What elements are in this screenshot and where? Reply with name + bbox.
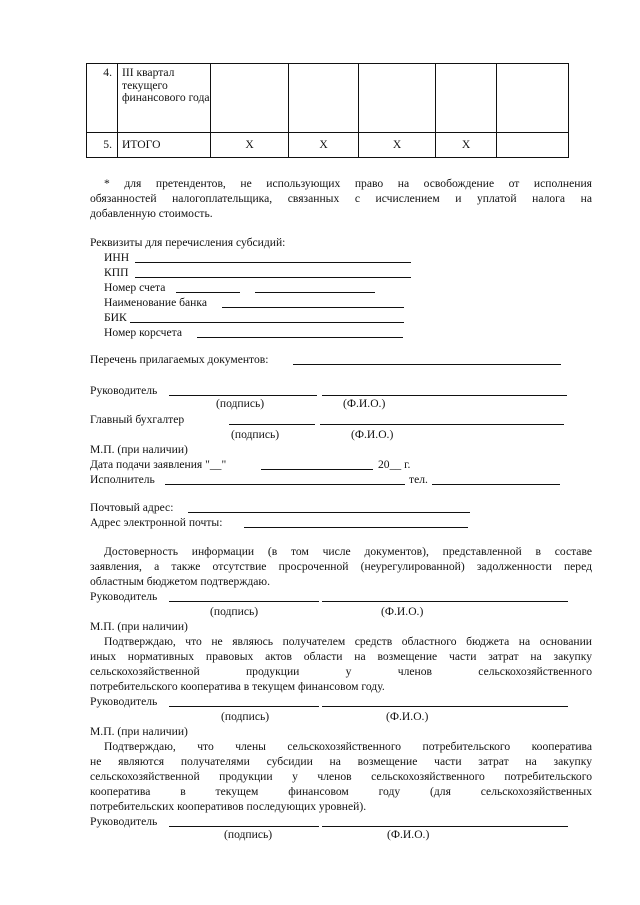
row-number: 4.: [87, 64, 118, 133]
fio-caption: (Ф.И.О.): [386, 710, 429, 723]
table-cell: X: [289, 133, 359, 158]
head-label: Руководитель: [90, 815, 158, 828]
signature-caption: (подпись): [224, 828, 273, 841]
fio-caption: (Ф.И.О.): [387, 828, 430, 841]
bik-field[interactable]: [130, 322, 404, 323]
requisites-title: Реквизиты для перечисления субсидий:: [90, 236, 286, 249]
documents-field[interactable]: [293, 364, 561, 365]
email-field[interactable]: [244, 527, 468, 528]
date-field[interactable]: [261, 469, 373, 470]
fio-caption: (Ф.И.О.): [381, 605, 424, 618]
postal-label: Почтовый адрес:: [90, 501, 174, 514]
footnote-line: добавленную стоимость.: [90, 207, 213, 220]
confirmation2-line: сельскохозяйственной продукции у членов сельскохозяйственного: [90, 665, 592, 678]
head-fio-field[interactable]: [322, 706, 568, 707]
kpp-field[interactable]: [135, 277, 411, 278]
signature-caption: (подпись): [231, 428, 280, 441]
row-label: ИТОГО: [118, 133, 211, 158]
footnote-line: * для претендентов, не использующих право на освобождение от исполнения: [104, 177, 592, 190]
fio-caption: (Ф.И.О.): [351, 428, 394, 441]
table-cell: [436, 64, 497, 133]
inn-field[interactable]: [135, 262, 411, 263]
confirmation2-line: потребительского кооператива в текущем финансовом году.: [90, 680, 385, 693]
date-label: Дата подачи заявления "__": [90, 458, 227, 471]
head-signature-field[interactable]: [169, 826, 319, 827]
confirmation3-line: потребительских кооперативов последующих уровней).: [90, 800, 367, 813]
accountant-fio-field[interactable]: [320, 424, 564, 425]
confirmation2-line: иных нормативных правовых актов области на возмещение части затрат на закупку: [90, 650, 592, 663]
head-signature-field[interactable]: [169, 601, 319, 602]
inn-label: ИНН: [104, 251, 130, 264]
account-field[interactable]: [255, 292, 375, 293]
postal-field[interactable]: [188, 512, 470, 513]
row-label: III квартал текущего финансового года: [118, 64, 211, 133]
executor-field[interactable]: [165, 484, 405, 485]
table-cell: X: [359, 133, 436, 158]
table-row: [87, 133, 569, 158]
date-year: 20__ г.: [378, 458, 411, 471]
confirmation3-line: кооператива в текущем финансовом году (для сельскохозяйственных: [90, 785, 592, 798]
bank-field[interactable]: [222, 307, 404, 308]
confirmation3-line: сельскохозяйственной продукции у членов сельскохозяйственного потребительского: [90, 770, 592, 783]
table-cell: [211, 64, 289, 133]
accountant-signature-field[interactable]: [229, 424, 315, 425]
stamp-label: М.П. (при наличии): [90, 443, 188, 456]
head-label: Руководитель: [90, 384, 158, 397]
head-fio-field[interactable]: [322, 601, 568, 602]
confirmation3-line: Подтверждаю, что члены сельскохозяйственного потребительского кооператива: [104, 740, 592, 753]
chief-accountant-label: Главный бухгалтер: [90, 413, 185, 426]
head-fio-field[interactable]: [322, 826, 568, 827]
signature-caption: (подпись): [210, 605, 259, 618]
bik-label: БИК: [104, 311, 127, 324]
confirmation1-line: областным бюджетом подтверждаю.: [90, 575, 270, 588]
head-fio-field[interactable]: [322, 395, 567, 396]
table-cell: X: [436, 133, 497, 158]
email-label: Адрес электронной почты:: [90, 516, 223, 529]
bank-label: Наименование банка: [104, 296, 207, 309]
head-label: Руководитель: [90, 695, 158, 708]
table-cell: [497, 133, 569, 158]
footnote-line: обязанностей налогоплательщика, связанных с исчислением и уплатой налога на: [90, 192, 592, 205]
stamp-label: М.П. (при наличии): [90, 620, 188, 633]
stamp-label: М.П. (при наличии): [90, 725, 188, 738]
account-field-dotted[interactable]: [176, 292, 240, 293]
row-number: 5.: [87, 133, 118, 158]
kpp-label: КПП: [104, 266, 129, 279]
phone-label: тел.: [409, 473, 428, 486]
head-label: Руководитель: [90, 590, 158, 603]
confirmation1-line: заявления, а также отсутствие просроченной (неурегулированной) задолженности перед: [90, 560, 592, 573]
signature-caption: (подпись): [221, 710, 270, 723]
signature-caption: (подпись): [216, 397, 265, 410]
fio-caption: (Ф.И.О.): [343, 397, 386, 410]
table-cell: [497, 64, 569, 133]
corr-field[interactable]: [197, 337, 403, 338]
executor-label: Исполнитель: [90, 473, 155, 486]
phone-field[interactable]: [432, 484, 560, 485]
subsidy-table: [86, 63, 569, 158]
table-row: [87, 64, 569, 133]
account-label: Номер счета: [104, 281, 166, 294]
table-cell: [289, 64, 359, 133]
table-cell: X: [211, 133, 289, 158]
head-signature-field[interactable]: [169, 395, 317, 396]
confirmation2-line: Подтверждаю, что не являюсь получателем средств областного бюджета на основании: [104, 635, 592, 648]
confirmation1-line: Достоверность информации (в том числе документов), представленной в составе: [104, 545, 592, 558]
corr-label: Номер корсчета: [104, 326, 183, 339]
confirmation3-line: не являются получателями субсидии на возмещение части затрат на закупку: [90, 755, 592, 768]
head-signature-field[interactable]: [169, 706, 319, 707]
documents-label: Перечень прилагаемых документов:: [90, 353, 269, 366]
table-cell: [359, 64, 436, 133]
